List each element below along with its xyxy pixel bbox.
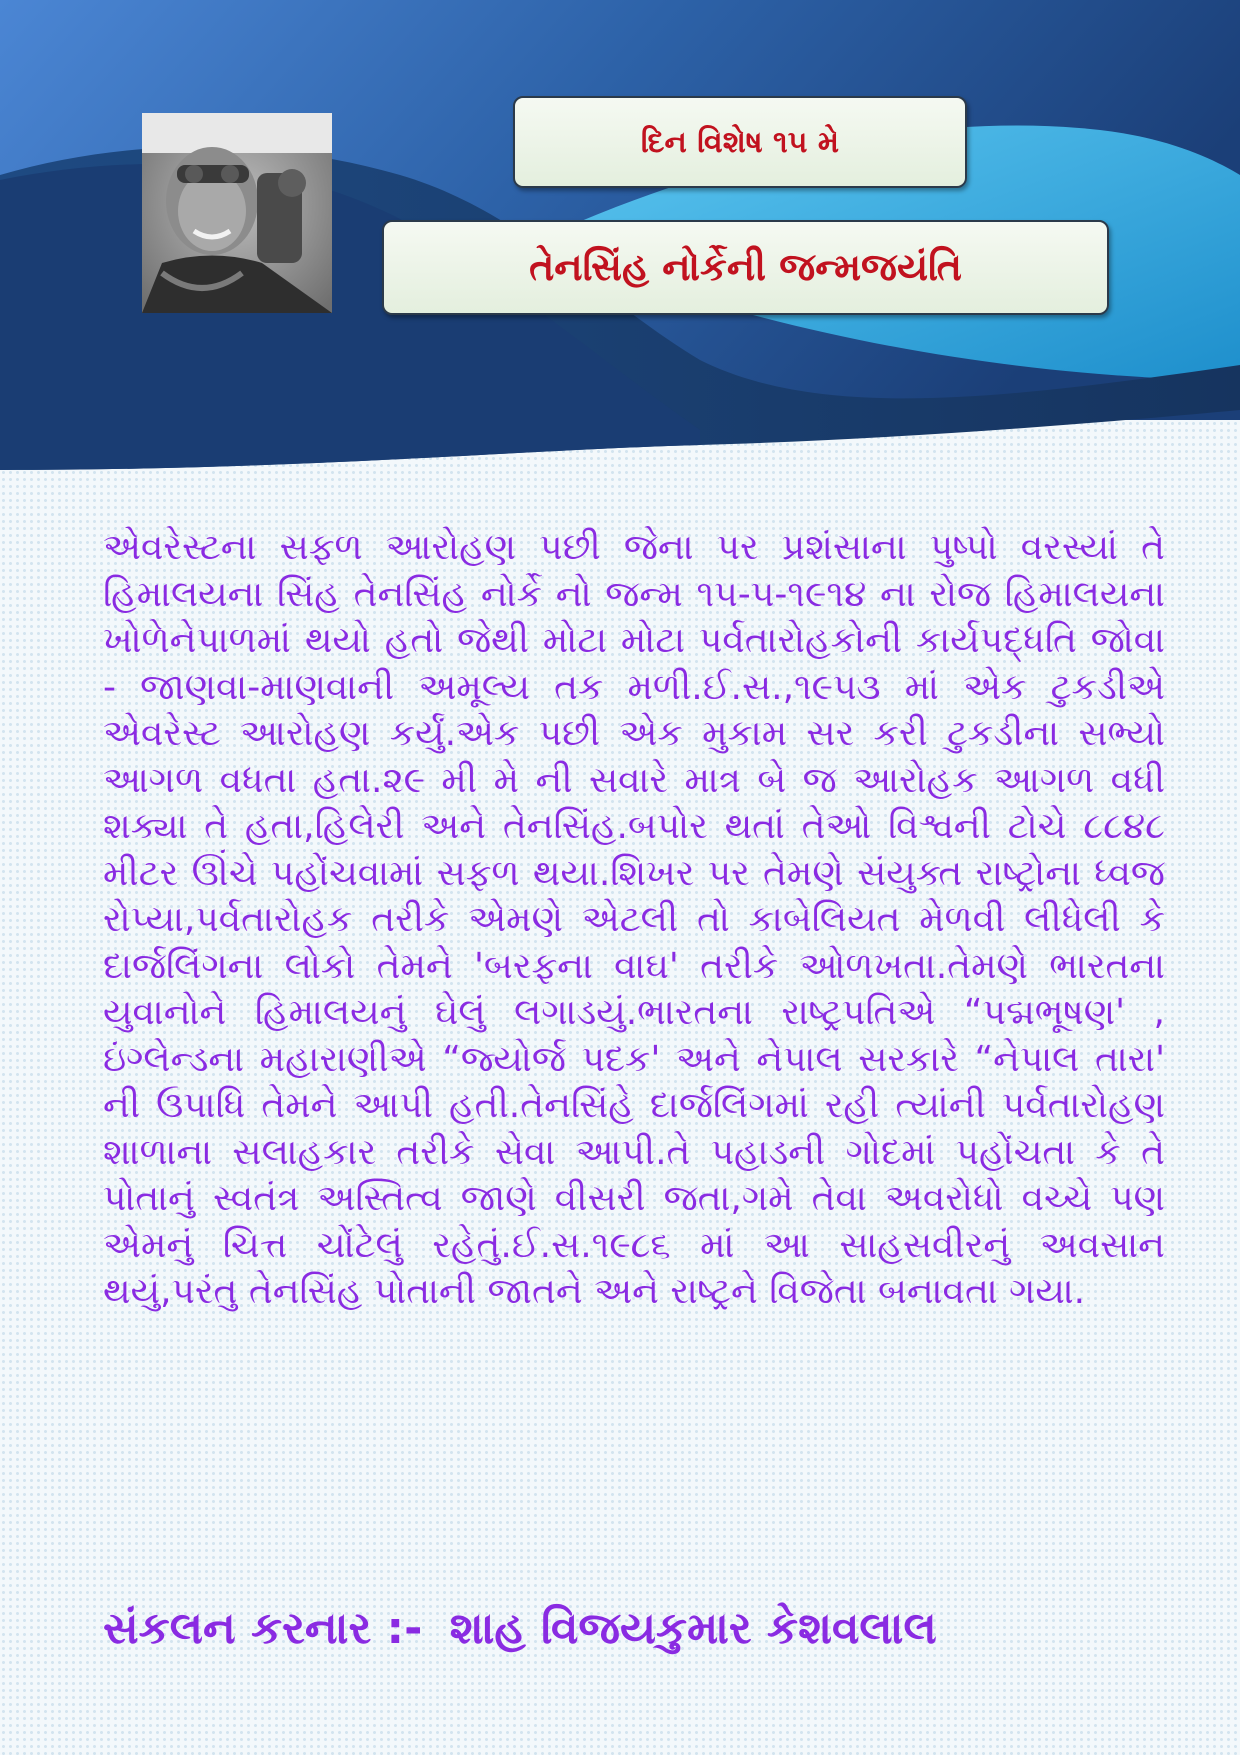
credit-name: શાહ વિજયકુમાર કેશવલાલ (449, 1603, 937, 1654)
credit-label: સંકલન કરનાર :- (103, 1603, 423, 1654)
title-badge (382, 220, 1109, 315)
credit-line (103, 1603, 1165, 1654)
date-badge (513, 96, 967, 188)
date-label: દિન વિશેષ ૧૫ મે (640, 124, 840, 160)
tenzing-portrait (142, 113, 332, 313)
page-title: તેનસિંહ નોર્કેની જન્મજયંતિ (529, 245, 962, 289)
climber-photo-icon (142, 113, 332, 313)
biography-paragraph: એવરેસ્ટના સફળ આરોહણ પછી જેના પર પ્રશંસાના પુષ્પો વરસ્યાં તે હિમાલયના સિંહ તેનસિંહ નોર્કે નો જન્મ ૧૫-૫-૧૯૧૪ ના રોજ હિમાલયના ખોળેનેપાળમાં થયો હતો જેથી મોટા મોટા પર્વતારોહકોની કાર્યપદ્ધતિ જોવા - જાણવા-માણવાની અમૂલ્ય તક મળી.ઈ.સ.,૧૯૫૩ માં એક ટુકડીએ એવરેસ્ટ આરોહણ કર્યું.એક પછી એક મુકામ સર કરી ટુકડીના સભ્યો આગળ વધતા હતા.૨૯ મી મે ની સવારે માત્ર બે જ આરોહક આગળ વધી શક્યા તે હતા,હિલેરી અને તેનસિંહ.બપોર થતાં તેઓ વિશ્વની ટોચે ૮૮૪૮ મીટર ઊંચે પહોંચવામાં સફળ થયા.શિખર પર તેમણે સંયુક્ત રાષ્ટ્રોના ધ્વજ રોપ્યા,પર્વતારોહક તરીકે એમણે એટલી તો કાબેલિયત મેળવી લીધેલી કે દાર્જલિંગના લોકો તેમને 'બરફના વાઘ' તરીકે ઓળખતા.તેમણે ભારતના યુવાનોને હિમાલયનું ઘેલું લગાડયું.ભારતના રાષ્ટ્રપતિએ “પદ્મભૂષણ' , ઇંગ્લેન્ડના મહારાણીએ “જ્યોર્જ પદક' અને નેપાલ સરકારે “નેપાલ તારા' ની ઉપાધિ તેમને આપી હતી.તેનસિંહે દાર્જલિંગમાં રહી ત્યાંની પર્વતારોહણ શાળાના સલાહકાર તરીકે સેવા આપી.તે પહાડની ગોદમાં પહોંચતા કે તે પોતાનું સ્વતંત્ર અસ્તિત્વ જાણે વીસરી જતા,ગમે તેવા અવરોધો વચ્ચે પણ એમનું ચિત્ત ચોંટેલું રહેતું.ઈ.સ.૧૯૮૬ માં આ સાહસવીરનું અવસાન થયું,પરંતુ તેનસિંહ પોતાની જાતને અને રાષ્ટ્રને વિજેતા બનાવતા ગયા. (103, 527, 1165, 1312)
